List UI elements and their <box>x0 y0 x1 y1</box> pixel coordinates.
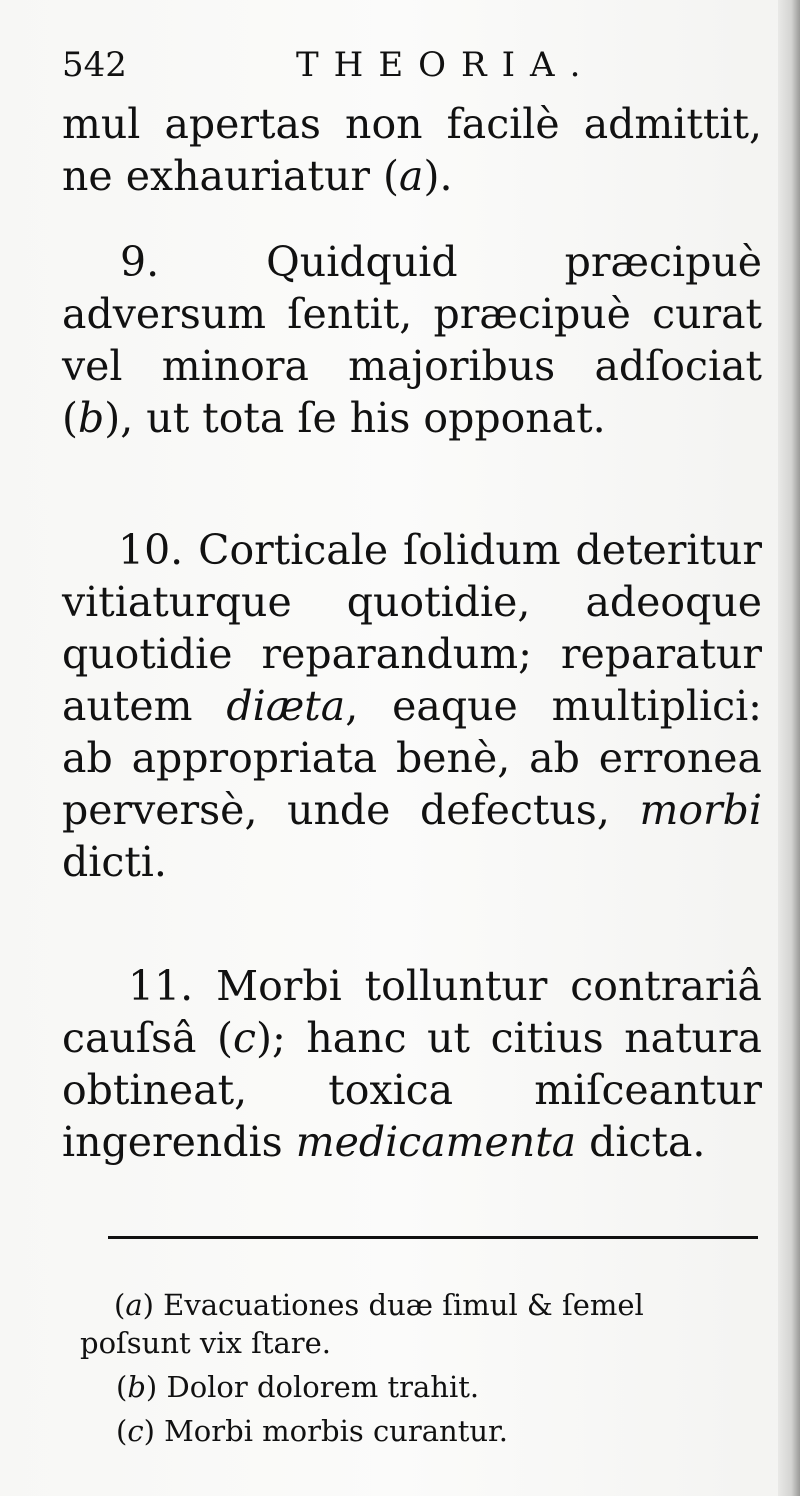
text-run: ), ut tota ſe his opponat. <box>104 394 606 442</box>
footnote-divider <box>108 1236 758 1239</box>
text-run: 11. Morbi tolluntur contrariâ cauſsâ ( <box>62 962 762 1062</box>
italic-term-diaeta: diæta <box>226 682 346 730</box>
text-run: ); hanc ut citius natura obtineat, toxica miſceantur ingerendis <box>62 1014 762 1166</box>
footnote-c: (c) Morbi morbis curantur. <box>116 1414 508 1448</box>
text-run: ). <box>423 152 453 200</box>
paragraph-11 <box>62 960 762 1168</box>
page-edge-shadow <box>778 0 800 1496</box>
running-header <box>60 40 760 90</box>
text-run: mul apertas non facilè admittit, ne exhauriatur ( <box>62 100 762 200</box>
text-run: dicta. <box>576 1118 706 1166</box>
footnote-marker: b <box>127 1370 146 1404</box>
footnotes <box>80 1286 760 1456</box>
text-run: dicti. <box>62 838 167 886</box>
footnote-text: ) Dolor dolorem trahit. <box>145 1370 480 1404</box>
paragraph-9 <box>62 236 762 444</box>
running-title: THEORIA. <box>296 45 596 85</box>
text-run: 10. Corticale ſolidum deteritur vitiaturque quotidie, adeoque quotidie reparandum; reparatur autem <box>62 526 762 730</box>
text-run: 9. Quidquid præcipuè adversum ſentit, præcipuè curat vel minora majoribus adſociat ( <box>62 238 762 442</box>
paragraph-8-continuation <box>62 98 762 202</box>
italic-term-medicamenta: medicamenta <box>295 1118 577 1166</box>
footnote-ref-a: a <box>399 152 424 200</box>
footnote-text: ) Morbi morbis curantur. <box>143 1414 508 1448</box>
italic-term-morbi: morbi <box>639 786 762 834</box>
page-number: 542 <box>62 45 127 85</box>
main-text <box>62 98 762 1168</box>
footnote-ref-b: b <box>78 394 105 442</box>
footnote-b: (b) Dolor dolorem trahit. <box>116 1370 480 1404</box>
footnote-text: ) Evacuationes duæ ſimul & ſemel poſsunt vix ſtare. <box>80 1288 644 1360</box>
footnote-marker: a <box>125 1288 143 1322</box>
text-run: , eaque multiplici: ab appropriata benè, ab erronea perversè, unde defectus, <box>62 682 762 834</box>
footnote-marker: c <box>127 1414 144 1448</box>
paragraph-10 <box>62 524 762 888</box>
footnote-ref-c: c <box>233 1014 256 1062</box>
footnote-a: (a) Evacuationes duæ ſimul & ſemel poſsunt vix ſtare. <box>80 1288 644 1360</box>
